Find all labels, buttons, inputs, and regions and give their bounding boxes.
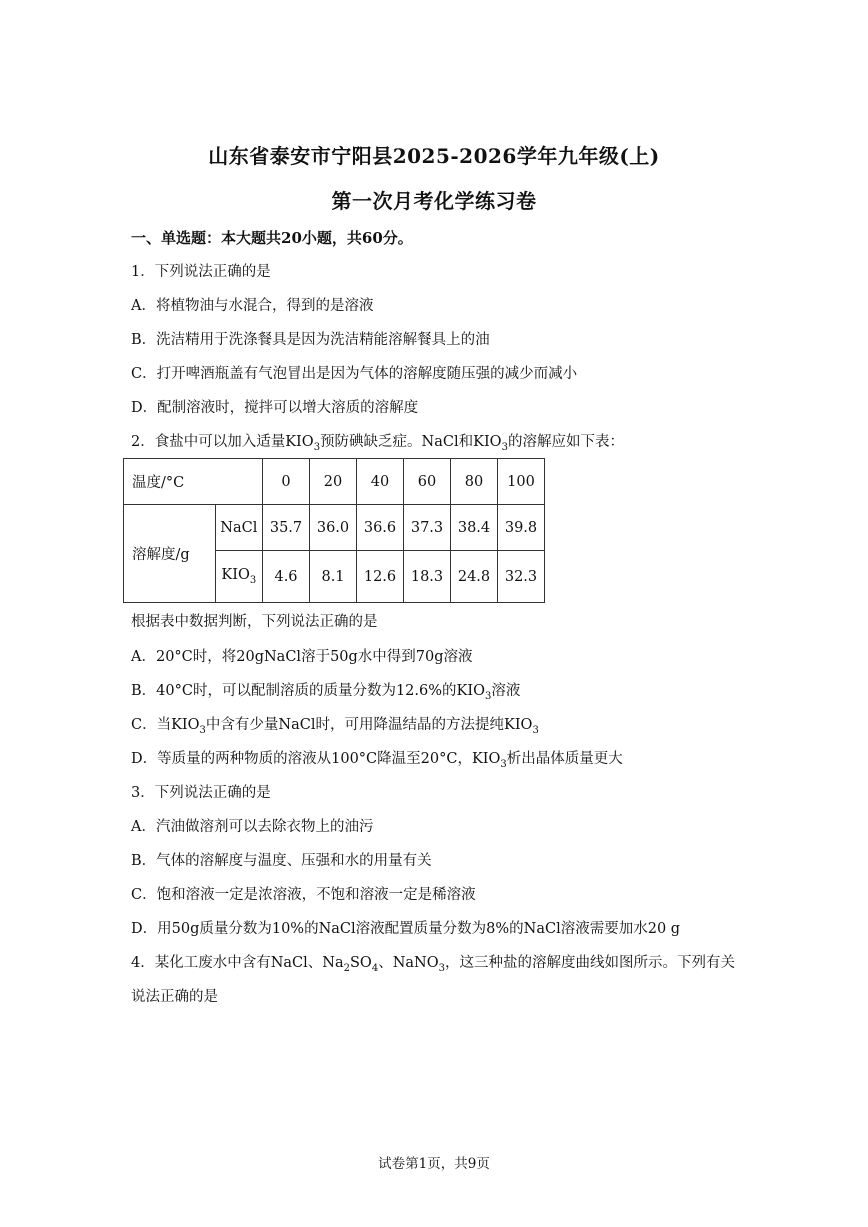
page-footer: 试卷第1页，共9页 xyxy=(378,1156,490,1172)
q1-option-a: A．将植物油与水混合，得到的是溶液 xyxy=(131,298,374,314)
exam-title-line1: 山东省泰安市宁阳县2025-2026学年九年级(上) xyxy=(208,144,660,168)
q2-stem: 2．食盐中可以加入适量$KIO_3$预防碘缺乏症。NaCl和$KIO_3$的溶解应如下表： xyxy=(131,434,624,453)
exam-title-line2: 第一次月考化学练习卷 xyxy=(331,189,537,213)
q3-option-d: D．用50g质量分数为10%的NaCl溶液配置质量分数为8%的NaCl溶液需要加水20 g xyxy=(131,921,681,937)
q2-option-a: A．20°C时，将20gNaCl溶于50g水中得到70g溶液 xyxy=(131,649,473,665)
temp-cell: 80 xyxy=(451,459,498,505)
solubility-row-label: 溶解度/g xyxy=(124,505,216,603)
q2-option-b: B．40°C时，可以配制溶质的质量分数为12.6%的$KIO_3$溶液 xyxy=(131,683,521,702)
q4-stem: 4．某化工废水中含有NaCl、$Na_2SO_4$、NaNO$_3$，这三种盐的溶解度曲线如图所示。下列有关 xyxy=(131,955,735,974)
kio3-value: 8.1 xyxy=(310,551,357,603)
temp-cell: 0 xyxy=(263,459,310,505)
nacl-value: 36.0 xyxy=(310,505,357,551)
nacl-value: 37.3 xyxy=(404,505,451,551)
q4-stem-line2: 说法正确的是 xyxy=(131,989,218,1005)
q3-option-a: A．汽油做溶剂可以去除衣物上的油污 xyxy=(131,819,374,835)
q2-option-d: D．等质量的两种物质的溶液从100°C降温至20°C，$KIO_3$析出晶体质量更大 xyxy=(131,751,623,770)
temp-cell: 40 xyxy=(357,459,404,505)
q1-stem: 1．下列说法正确的是 xyxy=(131,264,271,280)
q3-option-c: C．饱和溶液一定是浓溶液，不饱和溶液一定是稀溶液 xyxy=(131,887,476,903)
q1-option-b: B．洗洁精用于洗涤餐具是因为洗洁精能溶解餐具上的油 xyxy=(131,332,490,348)
temp-cell: 60 xyxy=(404,459,451,505)
q2-option-c: C．当$KIO_3$中含有少量NaCl时，可用降温结晶的方法提纯$KIO_3$ xyxy=(131,717,539,736)
q2-after-table: 根据表中数据判断，下列说法正确的是 xyxy=(131,614,378,630)
kio3-value: 18.3 xyxy=(404,551,451,603)
kio3-label: $KIO_3$ xyxy=(215,551,262,603)
nacl-value: 39.8 xyxy=(498,505,545,551)
kio3-value: 32.3 xyxy=(498,551,545,603)
temp-cell: 100 xyxy=(498,459,545,505)
q1-option-d: D．配制溶液时，搅拌可以增大溶质的溶解度 xyxy=(131,400,419,416)
solubility-table xyxy=(123,458,545,603)
q3-option-b: B．气体的溶解度与温度、压强和水的用量有关 xyxy=(131,853,432,869)
nacl-value: 35.7 xyxy=(263,505,310,551)
kio3-value: 12.6 xyxy=(357,551,404,603)
section-heading: 一、单选题：本大题共20小题，共60分。 xyxy=(131,229,413,247)
kio3-value: 24.8 xyxy=(451,551,498,603)
temp-header: 温度/°C xyxy=(124,459,263,505)
nacl-value: 38.4 xyxy=(451,505,498,551)
q1-option-c: C．打开啤酒瓶盖有气泡冒出是因为气体的溶解度随压强的减少而减小 xyxy=(131,366,578,382)
kio3-value: 4.6 xyxy=(263,551,310,603)
nacl-label: NaCl xyxy=(215,505,262,551)
nacl-value: 36.6 xyxy=(357,505,404,551)
q3-stem: 3．下列说法正确的是 xyxy=(131,785,271,801)
temp-cell: 20 xyxy=(310,459,357,505)
